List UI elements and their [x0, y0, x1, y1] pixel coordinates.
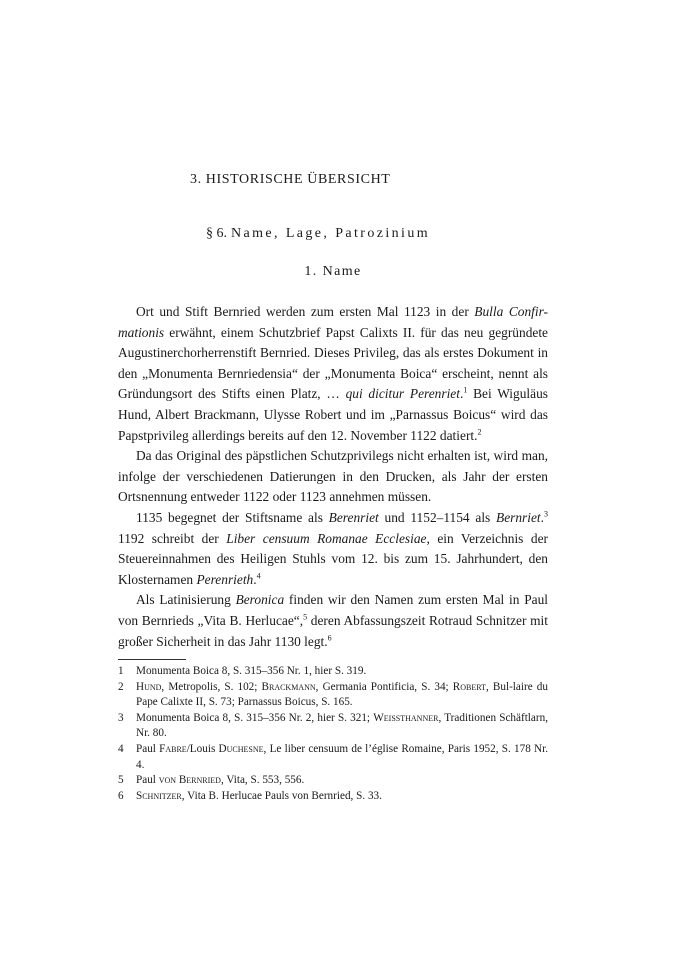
italic-text: Berenriet: [328, 509, 379, 525]
text-run: Ort und Stift Bernried werden zum ersten Mal 1123 in der: [136, 304, 475, 319]
chapter-heading: 3. HISTORISCHE ÜBERSICHT: [190, 172, 391, 187]
footnote: [118, 742, 548, 773]
footnote: [118, 773, 548, 789]
footnote-marker: 6: [327, 633, 332, 643]
text-run: , Bul-laire du Pape Calixte II, S. 73; Parnassus Boicus, S. 165.: [136, 680, 548, 709]
text-run: finden wir den Namen zum ersten Mal in Paul von Bernrieds „Vita B. Herlucae“,: [118, 592, 549, 628]
italic-text: Bulla Confir-mationis: [118, 304, 548, 340]
author-name: Robert: [452, 680, 486, 693]
footnotes: [118, 664, 548, 804]
section-number: § 6.: [206, 226, 227, 241]
text-run: , ein Verzeichnis der Steuereinnahmen des Heiligen Stuhls vom 12. bis zum 15. Jahrhundert, den Klosternamen: [118, 530, 548, 587]
text-run: Paul: [136, 742, 160, 755]
author-name: Hund: [136, 680, 162, 693]
author-name: Schnitzer: [136, 789, 182, 802]
text-run: , Metropolis, S. 102;: [161, 680, 262, 693]
italic-text: Liber censuum Romanae Ecclesiae: [226, 530, 427, 546]
footnote: [118, 789, 548, 805]
footnote-number: 5: [118, 774, 124, 787]
text-run: , Vita, S. 553, 556.: [220, 774, 305, 787]
text-run: , Traditionen Schäftlarn, Nr. 80.: [136, 711, 548, 740]
text-run: Paul: [136, 774, 159, 787]
text-run: Bei Wiguläus Hund, Albert Brackmann, Ulysse Robert und im „Parnassus Boicus“ wird das Papstprivileg allerdings bereits auf den 12. November 1122 datiert.: [118, 386, 548, 443]
text-run: , Vita B. Herlucae Pauls von Bernried, S. 33.: [181, 789, 382, 802]
paragraph: [118, 446, 548, 508]
section-heading: [206, 226, 526, 242]
body-text: [118, 302, 548, 652]
footnote-number: 4: [118, 742, 124, 755]
text-run: deren Abfassungszeit Rotraud Schnitzer mit großer Sicherheit in das Jahr 1130 legt.: [118, 612, 548, 649]
author-name: von Bernried: [158, 774, 221, 787]
author-name: Weissthanner: [373, 711, 439, 724]
text-run: 1135 begegnet der Stiftsname als: [136, 509, 329, 525]
footnote-number: 2: [118, 680, 124, 693]
paragraph: [118, 508, 548, 590]
author-name: Brackmann: [261, 680, 316, 693]
italic-text: qui dicitur Perenriet: [345, 386, 460, 402]
paragraph: [118, 302, 548, 446]
italic-text: Perenrieth: [196, 571, 254, 587]
text-run: .: [540, 509, 544, 525]
section-title: Name, Lage, Patrozinium: [231, 226, 431, 241]
text-run: , Germania Pontificia, S. 34;: [315, 680, 453, 693]
author-name: Duchesne: [218, 742, 264, 755]
text-run: Als Latinisierung: [136, 592, 236, 608]
text-run: , Le liber censuum de l’église Romaine, Paris 1952, S. 178 Nr. 4.: [136, 742, 549, 771]
footnote-marker: 4: [256, 571, 261, 581]
text-run: /Louis: [186, 742, 219, 755]
text-run: Monumenta Boica 8, S. 315–356 Nr. 1, hier S. 319.: [136, 665, 367, 677]
footnote-number: 6: [118, 789, 124, 802]
italic-text: Bernriet: [496, 509, 541, 525]
text-run: Da das Original des päpstlichen Schutzprivilegs nicht erhalten ist, wird man, infolge der verschiedenen Datierungen in den Drucken, als Jahr der ersten Ortsnennung entweder 1122 oder 1123 annehmen müssen.: [118, 448, 548, 505]
subsection-heading: 1. Name: [304, 264, 362, 279]
author-name: Fabre: [159, 742, 187, 755]
text-run: 1192 schreibt der: [118, 530, 227, 546]
italic-text: Beronica: [235, 592, 285, 608]
footnote-marker: 5: [303, 612, 308, 622]
footnote-marker: 3: [544, 509, 548, 519]
text-run: .: [253, 571, 257, 587]
footnote: [118, 680, 548, 711]
footnote: [118, 664, 548, 680]
text-run: .: [459, 386, 464, 402]
text-run: Monumenta Boica 8, S. 315–356 Nr. 2, hier S. 321;: [136, 711, 374, 724]
footnote-separator: [118, 659, 186, 660]
text-run: erwähnt, einem Schutzbrief Papst Calixts II. für das neu gegründete Augustinerchorherrenstift Bernried. Dieses Privileg, das als erstes Dokument in den „Monumenta Bernriedensia“ der „Monumenta Boica“ erscheint, nennt als Gründungsort des Stifts einen Platz, …: [118, 324, 548, 402]
footnote-number: 1: [118, 665, 124, 677]
footnote-marker: 1: [463, 385, 468, 395]
text-run: und 1152–1154 als: [378, 509, 497, 525]
footnote-number: 3: [118, 711, 124, 724]
footnote-marker: 2: [477, 427, 482, 437]
paragraph: [118, 590, 548, 652]
footnote: [118, 711, 548, 742]
